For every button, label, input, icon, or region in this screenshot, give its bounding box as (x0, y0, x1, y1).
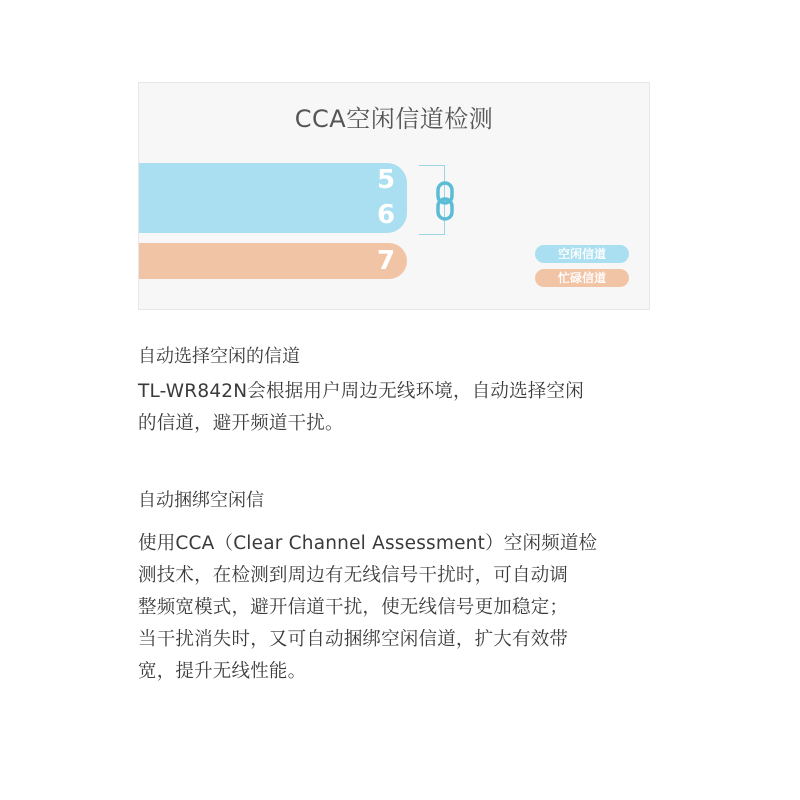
section2-line: 整频宽模式，避开信道干扰，使无线信号更加稳定； (138, 597, 569, 618)
section2-heading: 自动捆绑空闲信 (138, 490, 264, 511)
channel-7-label: 7 (377, 246, 396, 276)
legend-idle-channel: 空闲信道 (535, 245, 629, 263)
channel-6-label: 6 (377, 200, 396, 230)
section2-line: 使用CCA（Clear Channel Assessment）空闲频道检 (138, 533, 598, 554)
section1-line: 的信道，避开频道干扰。 (138, 413, 344, 434)
section2-body (138, 528, 658, 688)
section2-line: 测技术，在检测到周边有无线信号干扰时，可自动调 (138, 565, 569, 586)
channel-5-label: 5 (377, 165, 396, 195)
section1-heading: 自动选择空闲的信道 (138, 346, 300, 367)
section2-line: 宽，提升无线性能。 (138, 661, 307, 682)
chain-link-icon (433, 181, 457, 221)
idle-channel-bar (139, 163, 407, 233)
section1-line: TL-WR842N会根据用户周边无线环境，自动选择空闲 (138, 381, 584, 402)
panel-title: CCA空闲信道检测 (294, 105, 494, 133)
section1-body (138, 376, 658, 440)
legend-busy-channel: 忙碌信道 (535, 269, 629, 287)
busy-channel-bar (139, 243, 407, 279)
section2-line: 当干扰消失时，又可自动捆绑空闲信道，扩大有效带 (138, 629, 569, 650)
cca-illustration-panel (138, 82, 650, 310)
